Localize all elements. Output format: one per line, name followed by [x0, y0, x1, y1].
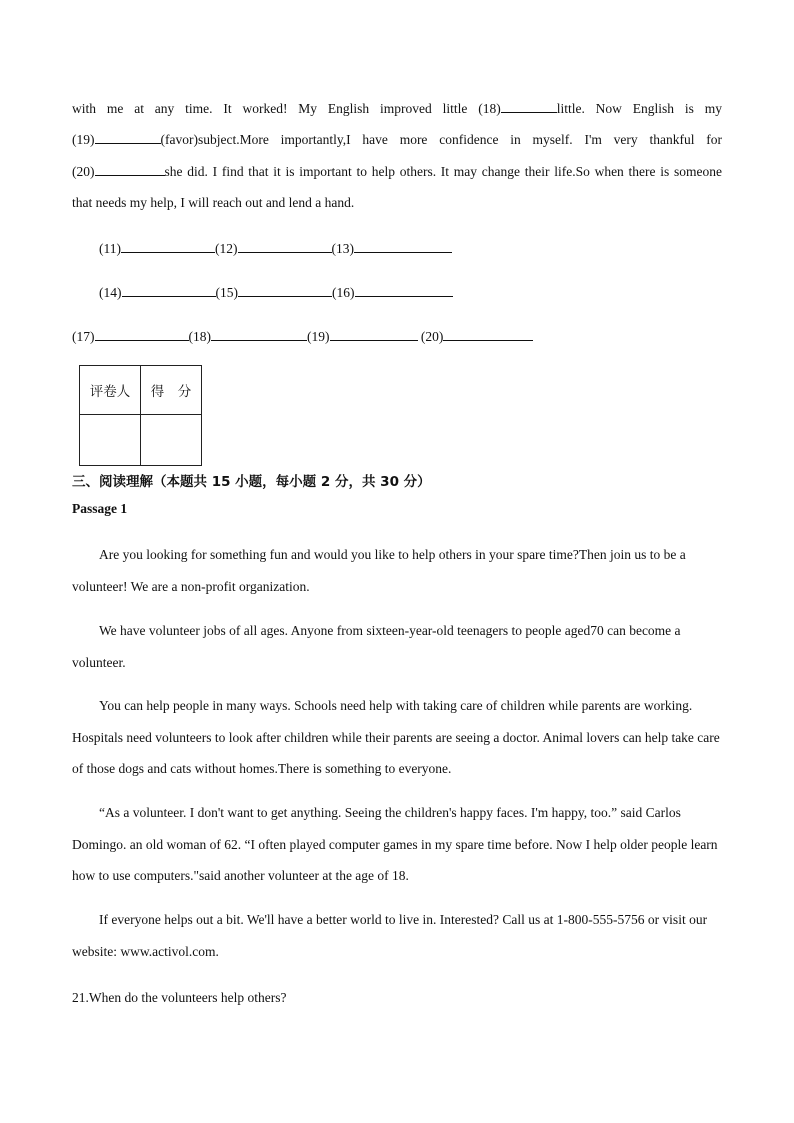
answer-blank[interactable]	[238, 284, 332, 297]
answer-blank[interactable]	[121, 240, 215, 253]
score-table	[79, 365, 202, 466]
cloze-line-3: (20) she did. I find that it is important to help others. It may change their life.So when there is someone	[72, 164, 722, 179]
answer-blank[interactable]	[355, 284, 453, 297]
blank-20[interactable]	[95, 163, 165, 176]
answer-blank[interactable]	[95, 328, 189, 341]
answer-blank[interactable]	[443, 328, 533, 341]
score-header: 得 分	[141, 366, 202, 415]
answer-blank[interactable]	[211, 328, 307, 341]
score-cell[interactable]	[141, 415, 202, 466]
cloze-line-4: that needs my help, I will reach out and lend a hand.	[72, 195, 355, 210]
cloze-line-1: with me at any time. It worked! My English improved little (18) little. Now English is my	[72, 101, 722, 116]
answer-blank[interactable]	[330, 328, 418, 341]
passage-title: Passage 1	[72, 501, 128, 516]
answer-blank[interactable]	[122, 284, 216, 297]
cloze-line-2: (19) (favor)subject.More importantly,I have more confidence in myself. I'm very thankful for	[72, 132, 722, 147]
question-21: 21.When do the volunteers help others?	[72, 990, 287, 1005]
passage-paragraph-4: “As a volunteer. I don't want to get anything. Seeing the children's happy faces. I'm happy, too.” said Carlos Domingo. an old woman of 62. “I often played computer games in my spare time before. Now I help older people learn how to use computers."said another volunteer at the age of 18.	[72, 805, 718, 883]
grader-cell[interactable]	[80, 415, 141, 466]
passage-paragraph-1: Are you looking for something fun and would you like to help others in your spare time?Then join us to be a volunteer! We are a non-profit organization.	[72, 547, 686, 594]
grader-header: 评卷人	[80, 366, 141, 415]
blank-18[interactable]	[501, 100, 557, 113]
blank-19[interactable]	[95, 131, 161, 144]
passage-paragraph-5: If everyone helps out a bit. We'll have a better world to live in. Interested? Call us at 1-800-555-5756 or visit our website: www.activol.com.	[72, 912, 708, 959]
answer-blank[interactable]	[354, 240, 452, 253]
passage-paragraph-2: We have volunteer jobs of all ages. Anyone from sixteen-year-old teenagers to people aged70 can become a volunteer.	[72, 623, 681, 670]
passage-paragraph-3: You can help people in many ways. Schools need help with taking care of children while parents are working. Hospitals need volunteers to look after children while their parents are seeing a doctor. Animal lovers can help take care of those dogs and cats without homes.There is something to everyone.	[72, 698, 720, 776]
section-heading: 三、阅读理解（本题共 15 小题，每小题 2 分，共 30 分）	[72, 474, 431, 490]
answer-blank[interactable]	[238, 240, 332, 253]
answer-row-2: (14) (15) (16)	[99, 284, 453, 301]
answer-row-1: (11) (12) (13)	[99, 240, 452, 257]
answer-row-3: (17) (18) (19) (20)	[72, 328, 533, 345]
